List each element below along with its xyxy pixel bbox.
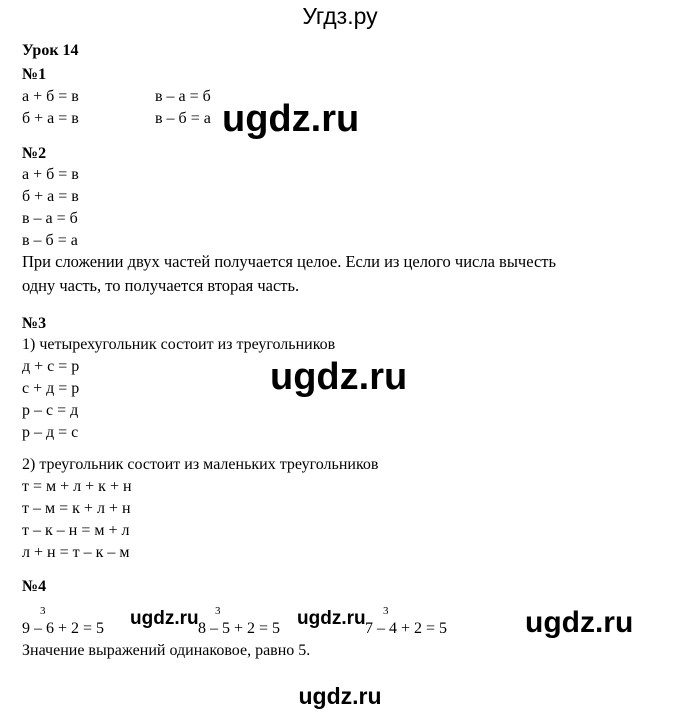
watermark: ugdz.ru xyxy=(222,98,360,140)
task4-expr1-marker: 3 xyxy=(40,605,46,617)
task2-number: №2 xyxy=(22,145,47,162)
task2-text-line1: При сложении двух частей получается целое. Если из целого числа вычесть xyxy=(22,252,557,271)
watermark: ugdz.ru xyxy=(297,608,366,629)
task3-part2-line2: т – м = к + л + н xyxy=(22,500,131,517)
task1-row1-left: а + б = в xyxy=(22,88,79,105)
task3-part2-title: 2) треугольник состоит из маленьких треугольников xyxy=(22,456,379,473)
task3-part1-title: 1) четырехугольник состоит из треугольников xyxy=(22,336,336,353)
task4-expr3: 7 – 4 + 2 = 5 xyxy=(365,620,448,637)
watermark: ugdz.ru xyxy=(130,608,199,629)
task2-line3: в – а = б xyxy=(22,210,78,227)
site-title: Угдз.ру xyxy=(302,3,378,29)
task4-expr2: 8 – 5 + 2 = 5 xyxy=(198,620,281,637)
task3-part2-line3: т – к – н = м + л xyxy=(22,522,130,539)
task1-number: №1 xyxy=(22,66,47,83)
task4-expr2-marker: 3 xyxy=(215,605,221,617)
task3-part2-line1: т = м + л + к + н xyxy=(22,478,132,495)
task1-row2-left: б + а = в xyxy=(22,110,79,127)
task1-row1-right: в – а = б xyxy=(155,88,211,105)
task2-line1: а + б = в xyxy=(22,166,79,183)
task2-line2: б + а = в xyxy=(22,188,79,205)
task3-part1-line1: д + с = р xyxy=(22,358,80,375)
task4-expr3-marker: 3 xyxy=(383,605,389,617)
lesson-heading: Урок 14 xyxy=(22,42,79,59)
task2-text-line2: одну часть, то получается вторая часть. xyxy=(22,276,300,295)
task3-part1-line4: р – д = с xyxy=(22,424,79,441)
watermark: ugdz.ru xyxy=(525,606,634,639)
watermark: ugdz.ru xyxy=(270,356,408,398)
task1-row2-right: в – б = а xyxy=(155,110,211,127)
watermark: ugdz.ru xyxy=(298,683,382,709)
task3-number: №3 xyxy=(22,315,47,332)
task3-part2-line4: л + н = т – к – м xyxy=(22,544,130,561)
task3-part1-line3: р – с = д xyxy=(22,402,79,419)
task4-number: №4 xyxy=(22,578,47,595)
task4-conclusion: Значение выражений одинаковое, равно 5. xyxy=(22,642,311,659)
task2-line4: в – б = а xyxy=(22,232,78,249)
task4-expr1: 9 – 6 + 2 = 5 xyxy=(22,620,105,637)
task3-part1-line2: с + д = р xyxy=(22,380,80,397)
